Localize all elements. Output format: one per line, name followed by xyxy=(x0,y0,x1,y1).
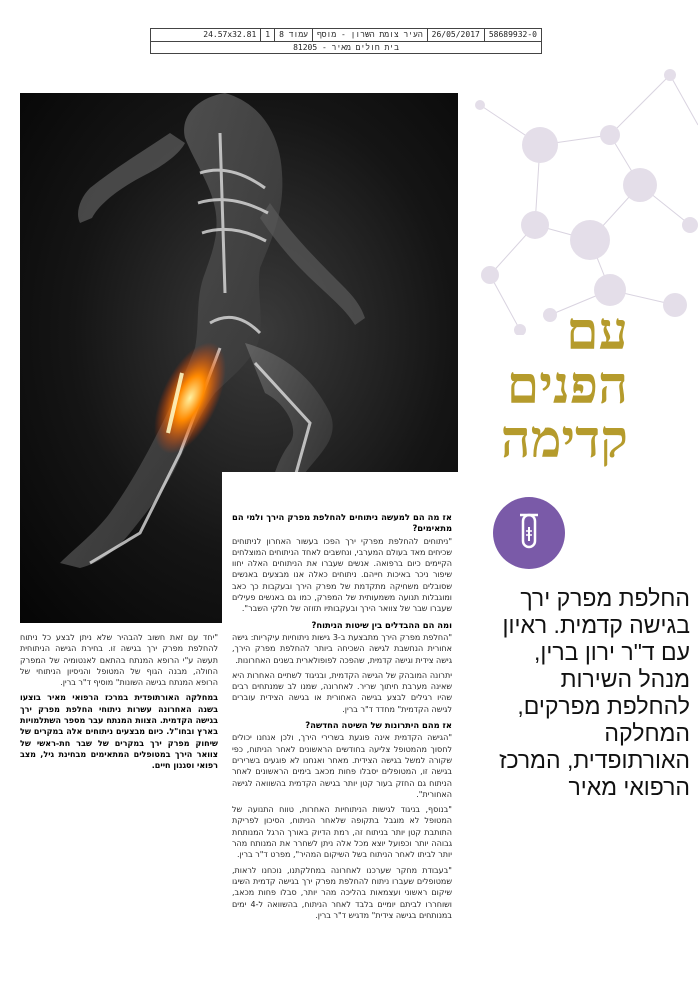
title-line-2: הפנים xyxy=(506,355,628,416)
paragraph: "החלפת מפרק הירך מתבצעת ב-3 גישות ניתוחיות עיקריות: גישה אחורית הנחשבת לגישה השכיחה ביותר להחלפת מפרק הירך, גישה צידית וגישה קדמית, שהפכה לפופולארית בשנים האחרונות. xyxy=(232,632,452,665)
paragraph: "ניתוחים להחלפת מפרקי ירך הפכו בעשור האחרון לניתוחים שכיחים מאד בעולם המערבי, ונחשבים לאחד הניתוחים המוצלחים הקיימים כיום ברפואה. אנשים שעברו את הניתוחים האלה יחוו שיפור ניכר באיכות חייהם. ניתוחים כאלה אנו מבצעים באנשים שסובלים משחיקה מתקדמת של מפרק הירך ובעקבות כך כאב ומוגבלות תנועה משמעותית של המפרק, כמו גם באנשים פעילים שעברו שבר של צוואר הירך ובעקבותיו תזוזה של חלקי השבר". xyxy=(232,536,452,614)
test-tube-badge xyxy=(493,497,565,569)
clip-page: עמוד 8 xyxy=(274,29,312,41)
paragraph: "יחד עם זאת חשוב להבהיר שלא ניתן לבצע כל ניתוח להחלפת מפרק ירך בגישה זו. בחירת הגישה הניתוחית תעשה ע"י הרופא המנתח בהתאם לאנטומיה של המפרק החולה, מבנה הגוף של המטופל והניסיון הניתוחי של הרופא המנתח בגישה השונות" מוסיף ד"ר ברין. xyxy=(20,633,218,688)
section-heading: אז מהם היתרונות של השיטה החדשה? xyxy=(305,720,452,731)
left-column xyxy=(20,632,218,776)
section-heading: ומה הם ההבדלים בין שיטות הניתוח? xyxy=(311,619,452,630)
clip-client: בית חולים מאיר - 81205 xyxy=(293,43,399,52)
clip-size: 24.57x32.81 xyxy=(203,30,257,39)
clip-id: 58689932-0 xyxy=(484,29,541,41)
article-subtitle: החלפת מפרק ירך בגישה קדמית. ראיון עם ד"ר ירון ברין, מנהל השירות להחלפת מפרקים, המחלקה האורתופדית, המרכז הרפואי מאיר xyxy=(499,585,690,800)
paragraph: יתרונה המובהק של הגישה הקדמית, ובניגוד לשתיים האחרות היא שאינה מערבת חיתוך שריר. לאחרונה, שמנו לב שמנתחים רבים שהיו רגילים לבצע בגישה האחורית או בגישה הצידית עוברים לגישה הקדמית" מחדד ד"ר ברין. xyxy=(232,670,452,714)
paragraph: "בעבודת מחקר שערכנו לאחרונה במחלקתנו, נוכחנו לראות, שמטופלים שעברו ניתוח להחלפת מפרק ירך בגישה קדמית השיגו שיקום ראשוני ועצמאות בהליכה מהר יותר, סבלו פחות מכאב, ושוחררו לביתם יומיים בלבד לאחר הניתוח, בהשוואה ל-4 ימים במנותחים בגישה צידית" מדגיש ד"ר ברין. xyxy=(232,865,452,920)
clip-publication: העיר צומת השרון - מוסף xyxy=(312,29,427,41)
paragraph: "הגישה הקדמית אינה פוגעת בשרירי הירך, ולכן אנחנו יכולים לחסוך מהמטופל צליעה בחודשים הראשונים לאחר הניתוח, כפי שקורה למשל בגישה הצידית. מאחר ואנחנו לא פוגעים בשרירים בגישה זו, המטופלים יסבלו פחות מכאב בימים הראשונים לאחר הניתוח גם החזק בעור קטן יותר בגישה הקדמית בהשוואה לגישה האחורית". xyxy=(232,733,452,799)
test-tube-icon xyxy=(493,497,565,569)
clipping-header xyxy=(150,28,542,54)
title-line-3: קדימה xyxy=(500,409,628,470)
clip-date: 26/05/2017 xyxy=(427,29,484,41)
paragraph: "בנוסף, בניגוד לגישות הניתוחיות האחרות, טווח התנועה של המטופל לא מוגבל בתקופה שלאחר הניתוח, הסיכון לפריקת התותבת קטן יותר בניתוח זה, רמת הדיוק באורך הרגל המנותחת גבוהה יותר וכפועל יוצא מכל אלה ניתן לשחרר את המנותח מהר יותר לביתו לאחר הניתוח בשל השיקום המהיר", מפרט ד"ר ברין. xyxy=(232,805,452,860)
title-line-1: עם xyxy=(566,301,628,362)
section-heading: אז מה הם למעשה ניתוחים להחלפת מפרק הירך ולמי הם מתאימים? xyxy=(232,512,452,534)
molecule-decoration xyxy=(460,65,698,335)
clip-issue: 1 xyxy=(260,29,274,41)
closing-bold-paragraph: במחלקה האורתופדית במרכז הרפואי מאיר בוצעו בשנה האחרונה עשרות ניתוחי החלפת מפרק ירך בגישה הקדמית. הצוות המנתח עבר מספר השתלמויות בארץ ובחו"ל. כיום מבצעים ניתוחים אלה במקרים של שיחוק מפרק ירך במקרים של שבר חת-ראשי של צוואר הירך במטופלים המתאימים מבחינת גיל, מצב רפואי וסגנון חיים. xyxy=(20,693,218,771)
main-column xyxy=(232,507,452,925)
article-title xyxy=(458,301,628,470)
